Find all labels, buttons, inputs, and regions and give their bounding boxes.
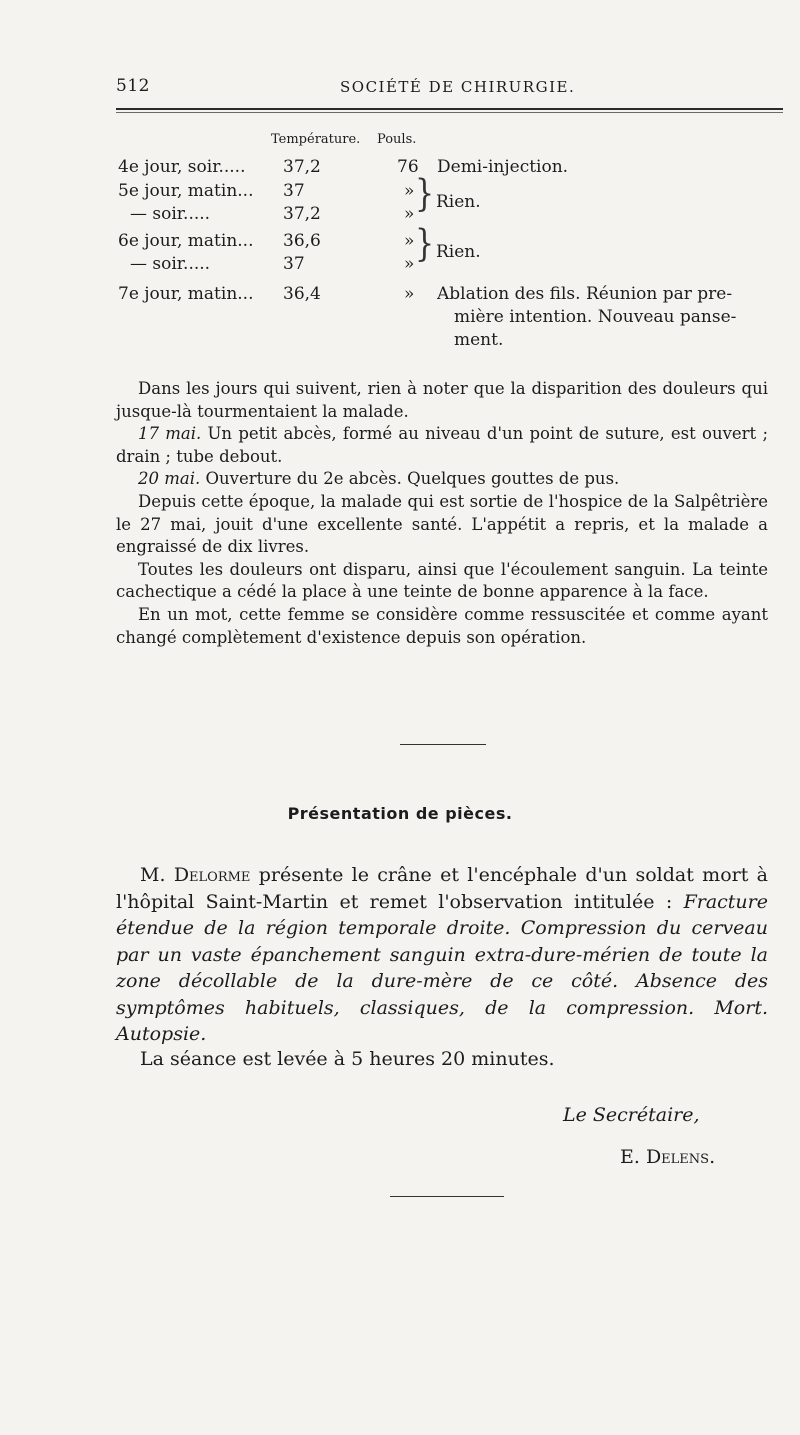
date: 20 mai.: [138, 469, 201, 489]
row-day: 5e jour, matin...: [118, 181, 254, 201]
row-note-continued: ment.: [454, 330, 504, 350]
separator-rule: [400, 744, 486, 745]
column-header-pouls: Pouls.: [377, 132, 417, 147]
end-rule: [390, 1196, 504, 1197]
row-temperature: 37: [283, 254, 305, 274]
row-day: — soir.....: [130, 254, 211, 274]
group-note: Rien.: [436, 242, 481, 262]
row-pulse: »: [404, 204, 415, 224]
column-header-temperature: Température.: [271, 132, 361, 147]
paragraph: Depuis cette époque, la malade qui est sortie de l'hospice de la Salpêtrière le 27 mai, jouit d'une excellente santé. L'appétit a repris, et la malade a engraissé de dix livres.: [116, 491, 768, 557]
date: 17 mai.: [138, 424, 202, 444]
running-title: SOCIÉTÉ DE CHIRURGIE.: [340, 78, 576, 96]
page-number: 512: [116, 76, 150, 96]
paragraph: Toutes les douleurs ont disparu, ainsi que l'écoulement sanguin. La teinte cachectique a cédé la place à une teinte de bonne apparence à la face.: [116, 559, 768, 602]
row-temperature: 37,2: [283, 157, 321, 177]
observation-title: Fracture étendue de la région temporale droite. Compression du cerveau par un vaste épanchement sanguin extra-dure-mérien de toute la zone décollable de la dure-mère de ce côté. Absence des symptômes habituels, classiques, de la compression. Mort. Autopsie.: [116, 890, 768, 1045]
paragraph: [116, 862, 768, 1048]
row-pulse: »: [404, 284, 415, 304]
group-note: Rien.: [436, 192, 481, 212]
paragraph-text: Un petit abcès, formé au niveau d'un point de suture, est ouvert ; drain ; tube debout.: [116, 424, 768, 466]
row-pulse: »: [404, 231, 415, 251]
row-pulse: »: [404, 181, 415, 201]
row-note: Ablation des fils. Réunion par pre-: [437, 284, 733, 304]
row-temperature: 37: [283, 181, 305, 201]
row-day: 7e jour, matin...: [118, 284, 254, 304]
section-title: Présentation de pièces.: [287, 804, 513, 823]
row-note: Demi-injection.: [437, 157, 569, 177]
paragraph: En un mot, cette femme se considère comme ressuscitée et comme ayant changé complètement d'existence depuis son opération.: [116, 604, 768, 647]
author-prefix: M.: [140, 864, 174, 886]
case-report-text: [116, 378, 768, 649]
row-pulse: 76: [397, 157, 419, 177]
presentation-text: [116, 862, 768, 1048]
row-day: 4e jour, soir.....: [118, 157, 246, 177]
header-rule-thin: [116, 112, 783, 113]
row-day: 6e jour, matin...: [118, 231, 254, 251]
paragraph: La séance est levée à 5 heures 20 minutes.: [140, 1048, 555, 1070]
row-note-continued: mière intention. Nouveau panse-: [454, 307, 737, 327]
paragraph-text: présente le crâne et l'encéphale d'un soldat mort à l'hôpital Saint-Martin et remet l'observation intitulée :: [116, 864, 768, 913]
paragraph-text: Ouverture du 2e abcès. Quelques gouttes de pus.: [200, 469, 620, 489]
secretary-title: Le Secrétaire,: [563, 1104, 700, 1126]
paragraph: Dans les jours qui suivent, rien à noter que la disparition des douleurs qui jusque-là tourmentaient la malade.: [116, 379, 768, 421]
secretary-signature: [620, 1146, 715, 1168]
paragraph: [116, 468, 768, 491]
row-pulse: »: [404, 254, 415, 274]
row-day: — soir.....: [130, 204, 211, 224]
secretary-name: Delens.: [645, 1146, 716, 1168]
row-temperature: 36,6: [283, 231, 321, 251]
brace-icon: }: [415, 222, 435, 266]
paragraph: [116, 423, 768, 468]
author-name: Delorme: [173, 864, 251, 886]
secretary-initial: E.: [620, 1146, 646, 1168]
row-temperature: 36,4: [283, 284, 321, 304]
row-temperature: 37,2: [283, 204, 321, 224]
brace-icon: }: [415, 172, 435, 216]
header-rule: [116, 108, 783, 110]
closing-text: [116, 1046, 768, 1073]
